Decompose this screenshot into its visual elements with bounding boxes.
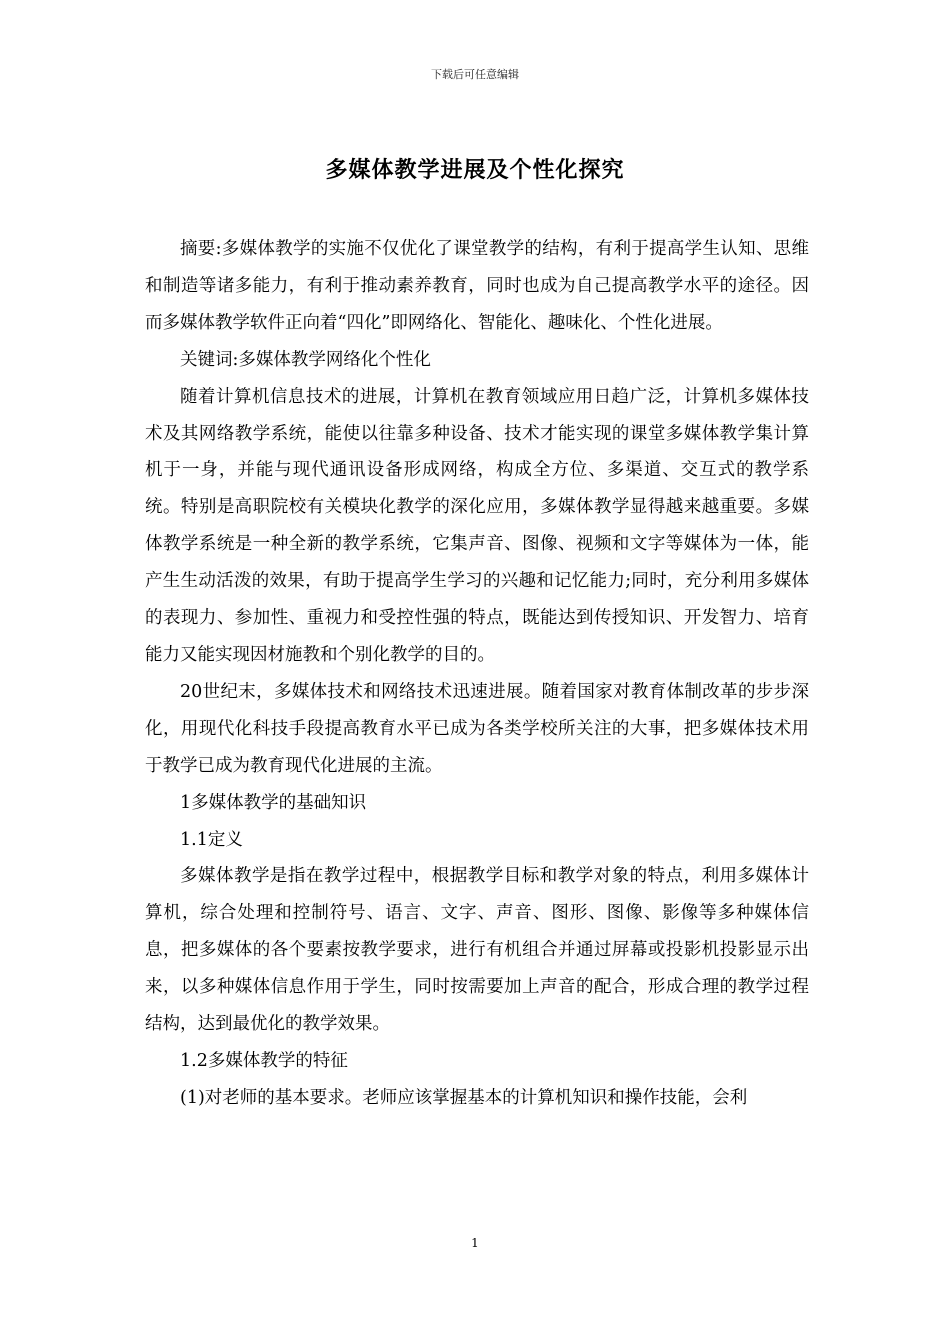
document-body xyxy=(145,231,809,1117)
intro-paragraph: 随着计算机信息技术的进展，计算机在教育领域应用日趋广泛，计算机多媒体技术及其网络教学系统，能使以往靠多种设备、技术才能实现的课堂多媒体教学集计算机于一身，并能与现代通讯设备形成网络，构成全方位、多渠道、交互式的教学系统。特别是高职院校有关模块化教学的深化应用，多媒体教学显得越来越重要。多媒体教学系统是一种全新的教学系统，它集声音、图像、视频和文字等媒体为一体，能产生生动活泼的效果，有助于提高学生学习的兴趣和记忆能力;同时，充分利用多媒体的表现力、参加性、重视力和受控性强的特点，既能达到传授知识、开发智力、培育能力又能实现因材施教和个别化教学的目的。 xyxy=(145,386,809,665)
background-paragraph: 20世纪末，多媒体技术和网络技术迅速进展。随着国家对教育体制改革的步步深化，用现代化科技手段提高教育水平已成为各类学校所关注的大事，把多媒体技术用于教学已成为教育现代化进展的主流。 xyxy=(145,681,809,776)
subsection-heading-1-2: 1.2多媒体教学的特征 xyxy=(180,1050,348,1071)
section-heading-1: 1多媒体教学的基础知识 xyxy=(180,792,367,813)
definition-paragraph: 多媒体教学是指在教学过程中，根据教学目标和教学对象的特点，利用多媒体计算机，综合处理和控制符号、语言、文字、声音、图形、图像、影像等多种媒体信息，把多媒体的各个要素按教学要求，进行有机组合并通过屏幕或投影机投影显示出来，以多种媒体信息作用于学生，同时按需要加上声音的配合，形成合理的教学过程结构，达到最优化的教学效果。 xyxy=(145,866,809,1035)
page-number: 1 xyxy=(471,1236,479,1250)
feature-paragraph: (1)对老师的基本要求。老师应该掌握基本的计算机知识和操作技能，会利 xyxy=(180,1087,748,1108)
abstract-paragraph: 摘要:多媒体教学的实施不仅优化了课堂教学的结构，有利于提高学生认知、思维和制造等诸多能力，有利于推动素养教育，同时也成为自己提高教学水平的途径。因而多媒体教学软件正向着“四化”即网络化、智能化、趣味化、个性化进展。 xyxy=(145,239,809,333)
keywords-paragraph: 关键词:多媒体教学网络化个性化 xyxy=(180,349,431,370)
page-header: 下载后可任意编辑 xyxy=(431,68,519,81)
subsection-heading-1-1: 1.1定义 xyxy=(180,829,243,850)
document-title: 多媒体教学进展及个性化探究 xyxy=(325,157,625,183)
